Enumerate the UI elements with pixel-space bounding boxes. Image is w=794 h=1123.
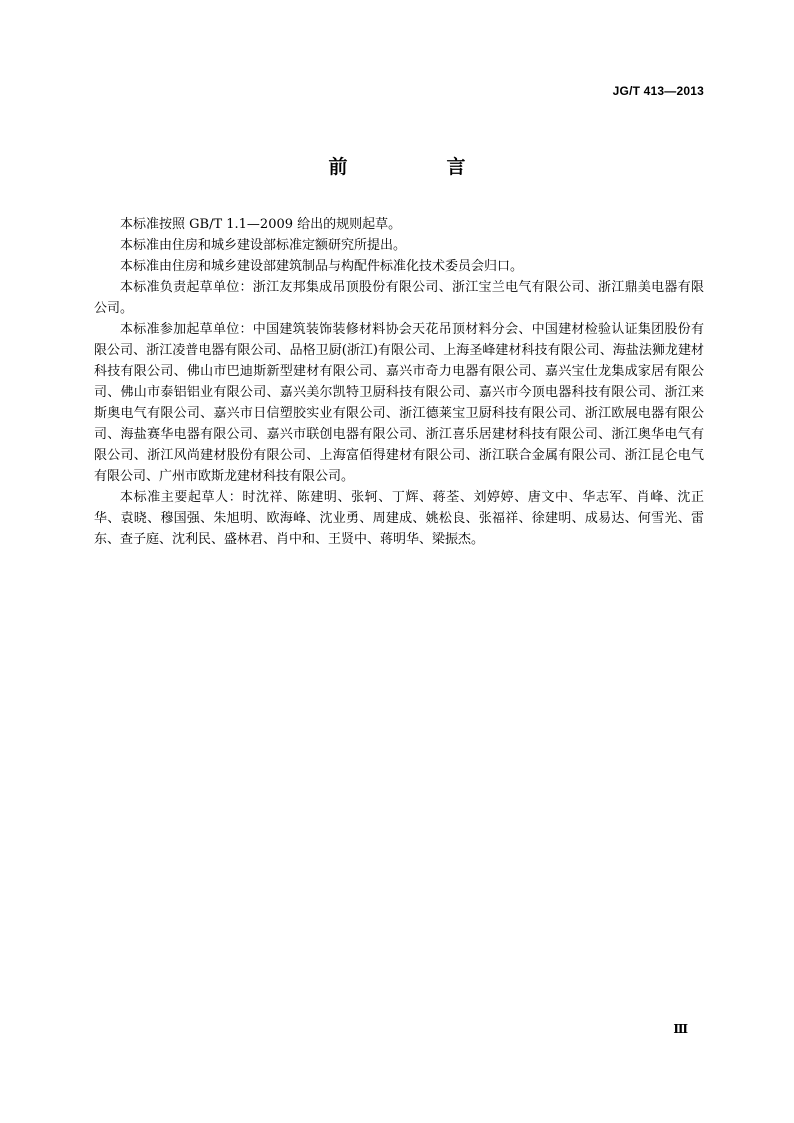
paragraph-lead-drafters: 本标准负责起草单位：浙江友邦集成吊顶股份有限公司、浙江宝兰电气有限公司、浙江鼎美电器有限公司。: [94, 280, 704, 316]
page-number: Ⅲ: [673, 1022, 688, 1036]
paragraph-participating-drafters: 本标准参加起草单位：中国建筑装饰装修材料协会天花吊顶材料分会、中国建材检验认证集团股份有限公司、浙江凌普电器有限公司、品格卫厨(浙江)有限公司、上海圣峰建材科技有限公司、海盐法狮龙建材科技有限公司、佛山市巴迪斯新型建材有限公司、嘉兴市奇力电器有限公司、嘉兴宝仕龙集成家居有限公司、佛山市泰铝铝业有限公司、嘉兴美尔凯特卫厨科技有限公司、嘉兴市今顶电器科技有限公司、浙江来斯奥电气有限公司、嘉兴市日信塑胶实业有限公司、浙江德莱宝卫厨科技有限公司、浙江欧展电器有限公司、海盐赛华电器有限公司、嘉兴市联创电器有限公司、浙江喜乐居建材科技有限公司、浙江奥华电气有限公司、浙江风尚建材股份有限公司、上海富佰得建材有限公司、浙江联合金属有限公司、浙江昆仑电气有限公司、广州市欧斯龙建材科技有限公司。: [94, 322, 704, 484]
standard-code: JG/T 413—2013: [612, 84, 704, 98]
paragraph-drafting-rules: 本标准按照 GB/T 1.1—2009 给出的规则起草。: [120, 217, 402, 232]
paragraph-proposed-by: 本标准由住房和城乡建设部标准定额研究所提出。: [120, 238, 407, 253]
page-title: 前 言: [328, 156, 506, 178]
paragraph-main-drafters: 本标准主要起草人：时沈祥、陈建明、张轲、丁辉、蒋荃、刘婷婷、唐文中、华志军、肖峰、沈正华、袁晓、穆国强、朱旭明、欧海峰、沈业勇、周建成、姚松良、张福祥、徐建明、成易达、何雪光、雷东、查子庭、沈利民、盛林君、肖中和、王贤中、蒋明华、梁振杰。: [94, 490, 704, 547]
paragraph-centralized-by: 本标准由住房和城乡建设部建筑制品与构配件标准化技术委员会归口。: [120, 259, 524, 274]
foreword-body: [94, 214, 704, 550]
